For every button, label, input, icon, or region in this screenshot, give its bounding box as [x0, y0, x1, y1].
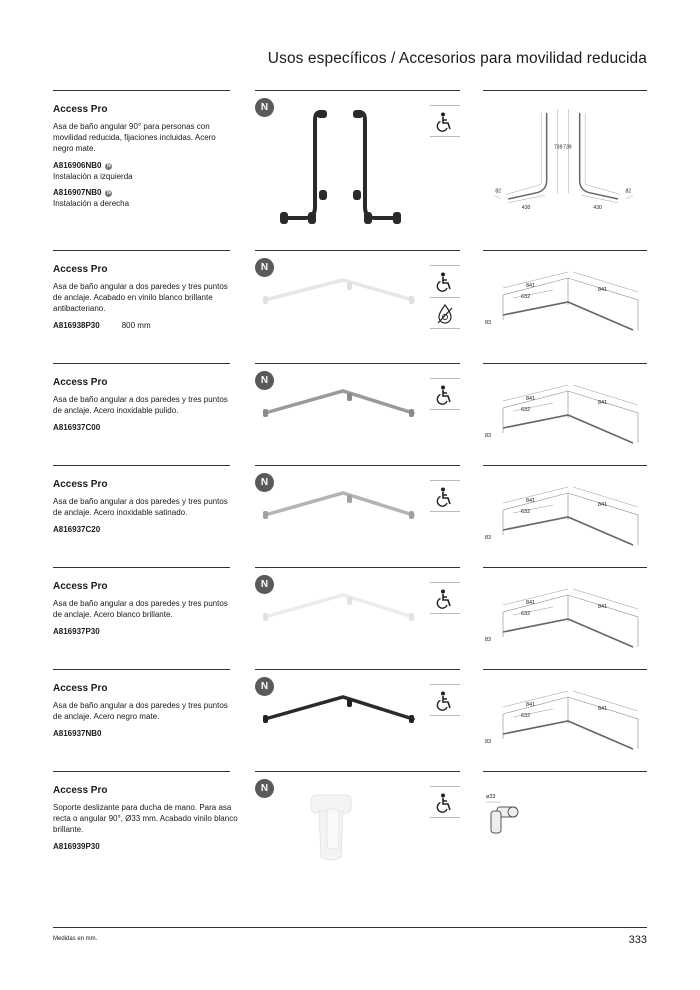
product-code: A816939P30 — [53, 842, 100, 851]
product-info — [53, 785, 238, 852]
product-code: A816937NB0 — [53, 729, 102, 738]
dim-label: 632 — [521, 294, 531, 300]
product-photo — [263, 585, 423, 645]
product-info — [53, 377, 238, 433]
wheelchair-icon — [430, 582, 460, 614]
product-photo — [263, 483, 423, 543]
product-info — [53, 683, 238, 739]
divider — [53, 363, 230, 364]
new-badge-icon: N — [255, 98, 274, 117]
divider — [53, 90, 230, 91]
new-badge-icon: N — [255, 677, 274, 696]
dim-label: 83 — [485, 637, 492, 643]
dim-label: 82 — [625, 188, 632, 195]
new-badge-icon: N — [107, 190, 111, 196]
product-row-7 — [53, 771, 647, 891]
product-code: A816938P30 800 mm — [53, 321, 151, 330]
new-badge-icon: N — [255, 371, 274, 390]
divider — [255, 250, 460, 251]
divider — [53, 250, 230, 251]
technical-drawing — [483, 577, 647, 657]
product-title: Access Pro — [53, 581, 108, 592]
product-code: A816937P30 — [53, 627, 100, 636]
technical-drawing — [483, 373, 647, 453]
dim-label: 83 — [485, 320, 492, 326]
product-title: Access Pro — [53, 264, 108, 275]
divider — [53, 771, 230, 772]
divider — [483, 669, 647, 670]
wheelchair-icon — [430, 480, 460, 512]
product-description: Asa de baño angular a dos paredes y tres puntos de anclaje. Acero inoxidable pulido. — [53, 395, 228, 415]
antibacterial-icon — [430, 297, 460, 329]
product-code: A816907NB0 N — [53, 188, 111, 197]
page-title: Usos específicos / Accesorios para movilidad reducida — [267, 50, 647, 67]
divider — [53, 465, 230, 466]
feature-icons — [430, 684, 460, 716]
new-badge-icon: N — [107, 163, 111, 169]
divider — [483, 771, 647, 772]
product-photo — [263, 381, 423, 441]
dim-label: 841 — [526, 600, 536, 606]
feature-icons — [430, 786, 460, 818]
wheelchair-icon — [430, 378, 460, 410]
divider — [483, 465, 647, 466]
product-info — [53, 479, 238, 535]
dim-label: 841 — [598, 287, 608, 293]
product-title: Access Pro — [53, 785, 108, 796]
dim-label: 430 — [593, 205, 602, 210]
product-row-3 — [53, 363, 647, 463]
product-description: Asa de baño angular a dos paredes y tres puntos de anclaje. Acero inoxidable satinado. — [53, 497, 228, 517]
technical-drawing — [483, 260, 647, 340]
dim-label: 632 — [521, 407, 531, 413]
wheelchair-icon — [430, 265, 460, 297]
dim-label: 841 — [526, 702, 536, 708]
dim-label: 632 — [521, 509, 531, 515]
dim-label: 841 — [526, 283, 536, 289]
page-number: 333 — [628, 934, 647, 946]
dim-label: 632 — [521, 713, 531, 719]
divider — [255, 669, 460, 670]
feature-icons — [430, 105, 460, 137]
feature-icons — [430, 480, 460, 512]
feature-icons — [430, 582, 460, 614]
product-title: Access Pro — [53, 104, 108, 115]
divider — [255, 567, 460, 568]
divider — [483, 250, 647, 251]
divider — [255, 771, 460, 772]
dim-label: 841 — [598, 502, 608, 508]
wheelchair-icon — [430, 786, 460, 818]
technical-drawing — [483, 781, 647, 861]
product-row-4 — [53, 465, 647, 565]
new-badge-icon: N — [255, 575, 274, 594]
product-code-note: Instalación a derecha — [53, 199, 130, 208]
footer-note: Medidas en mm. — [53, 936, 98, 942]
feature-icons — [430, 265, 460, 329]
divider — [53, 669, 230, 670]
dim-label: 841 — [526, 498, 536, 504]
technical-drawing — [483, 475, 647, 555]
product-photo — [263, 102, 423, 232]
product-row-6 — [53, 669, 647, 769]
dim-label: 739 — [554, 144, 563, 151]
dim-label: 841 — [526, 396, 536, 402]
product-description: Asa de baño angular a dos paredes y tres puntos de anclaje. Acero negro mate. — [53, 701, 228, 721]
product-code-note: Instalación a izquierda — [53, 172, 133, 181]
dim-label: 841 — [598, 400, 608, 406]
footer-divider — [53, 927, 647, 928]
product-photo — [263, 270, 423, 330]
product-description: Asa de baño angular a dos paredes y tres puntos de anclaje. Acabado en vinilo blanco brillante antibacteriano. — [53, 282, 228, 313]
product-title: Access Pro — [53, 377, 108, 388]
wheelchair-icon — [430, 105, 460, 137]
product-info — [53, 264, 238, 331]
divider — [483, 363, 647, 364]
product-description: Asa de baño angular 90° para personas con movilidad reducida, fijaciones incluidas. Acero negro mate. — [53, 122, 216, 153]
dim-label: 841 — [598, 706, 608, 712]
product-row-5 — [53, 567, 647, 667]
product-photo — [263, 789, 423, 879]
dim-label: 83 — [485, 433, 492, 439]
divider — [255, 363, 460, 364]
dim-label: 632 — [521, 611, 531, 617]
product-row-1 — [53, 90, 647, 240]
dim-label: 430 — [521, 205, 531, 210]
divider — [483, 567, 647, 568]
product-code: A816937C00 — [53, 423, 101, 432]
product-info — [53, 104, 238, 214]
product-title: Access Pro — [53, 479, 108, 490]
dim-label: 83 — [485, 535, 492, 541]
divider — [53, 567, 230, 568]
product-code: A816937C20 — [53, 525, 101, 534]
dim-label: 841 — [598, 604, 608, 610]
new-badge-icon: N — [255, 779, 274, 798]
new-badge-icon: N — [255, 258, 274, 277]
product-description: Asa de baño angular a dos paredes y tres puntos de anclaje. Acero blanco brillante. — [53, 599, 228, 619]
new-badge-icon: N — [255, 473, 274, 492]
technical-drawing — [483, 679, 647, 759]
product-photo — [263, 687, 423, 747]
product-length: 800 mm — [121, 321, 151, 330]
dim-label: 82 — [495, 188, 501, 195]
product-description: Soporte deslizante para ducha de mano. Para asa recta o angular 90°, Ø33 mm. Acabado vinilo blanco brillante. — [53, 803, 238, 834]
divider — [483, 90, 647, 91]
dim-label: 83 — [485, 739, 492, 745]
product-code: A816906NB0 N — [53, 161, 111, 170]
technical-drawing — [483, 100, 647, 210]
feature-icons — [430, 378, 460, 410]
divider — [255, 465, 460, 466]
product-info — [53, 581, 238, 637]
dim-label: ø33 — [486, 794, 496, 800]
dim-label: 739 — [563, 144, 572, 151]
product-title: Access Pro — [53, 683, 108, 694]
product-row-2 — [53, 250, 647, 360]
divider — [255, 90, 460, 91]
wheelchair-icon — [430, 684, 460, 716]
